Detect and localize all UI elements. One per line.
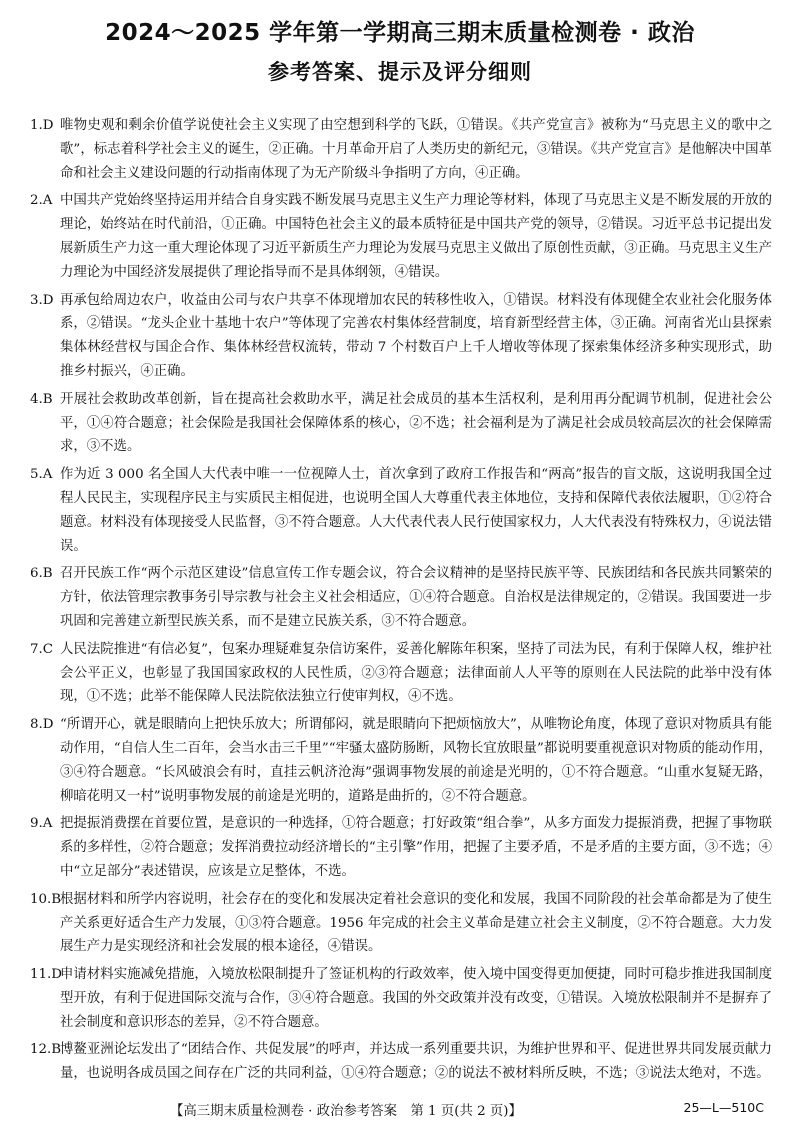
answer-item xyxy=(30,812,772,883)
answer-item xyxy=(30,388,772,459)
answer-number: 5.A xyxy=(30,467,53,483)
answer-explanation: 中国共产党始终坚持运用并结合自身实践不断发展马克思主义生产力理论等材料，体现了马克思主义是不断发展的开放的理论，始终站在时代前沿，①正确。中国特色社会主义的最本质特征是中国共产党的领导，②错误。习近平总书记提出发展新质生产力这一重大理论体现了习近平新质生产力理论为发展马克思主义做出了原创性贡献，③正确。马克思主义生产力理论为中国经济发展提供了理论指导而不是具体纲领，④错误。 xyxy=(60,193,772,280)
answer-number: 8.D xyxy=(30,717,54,733)
answer-item xyxy=(30,189,772,284)
answer-item xyxy=(30,289,772,384)
answer-list xyxy=(30,114,772,1090)
answer-explanation: 根据材料和所学内容说明，社会存在的变化和发展决定着社会意识的变化和发展，我国不同阶段的社会革命都是为了使生产关系更好适合生产力发展，①③符合题意。1956 年完成的社会主义革命是建立社会主义制度，②不符合题意。大力发展生产力是实现经济和社会发展的根本途径，④错误。 xyxy=(60,891,772,955)
answer-explanation: “所谓开心，就是眼睛向上把快乐放大；所谓郁闷，就是眼睛向下把烦恼放大”，从唯物论角度，体现了意识对物质具有能动作用，“自信人生二百年，会当水击三千里”“牢骚太盛防肠断，风物长宜放眼量”都说明要重视意识对物质的能动作用，③④符合题意。“长风破浪会有时，直挂云帆济沧海”强调事物发展的前途是光明的，①不符合题意。“山重水复疑无路，柳暗花明又一村”说明事物发展的前途是光明的，道路是曲折的，②不符合题意。 xyxy=(60,717,772,804)
answer-explanation: 人民法院推进“有信必复”，包案办理疑难复杂信访案件，妥善化解陈年积案，坚持了司法为民，有利于保障人权，维护社会公平正义，也彰显了我国国家政权的人民性质，②③符合题意；法律面前人人平等的原则在人民法院的此举中没有体现，①不选；此举不能保障人民法院依法独立行使审判权，④不选。 xyxy=(60,641,772,705)
footer-page-info: 【高三期末质量检测卷 · 政治参考答案 第 1 页(共 2 页)】 xyxy=(170,1104,522,1119)
answer-item xyxy=(30,463,772,558)
answer-item xyxy=(30,562,772,633)
answer-number: 9.A xyxy=(30,816,53,832)
answer-number: 12.B xyxy=(30,1042,62,1058)
answer-explanation: 把提振消费摆在首要位置，是意识的一种选择，①符合题意；打好政策“组合拳”，从多方面发力提振消费，把握了事物联系的多样性，②符合题意；发挥消费拉动经济增长的“主引擎”作用，把握了主要矛盾，不是矛盾的主要方面，③不选；④中“立足部分”表述错误，应该是立足整体，不选。 xyxy=(60,816,772,879)
answer-item xyxy=(30,114,772,185)
answer-number: 3.D xyxy=(30,292,54,308)
answer-item xyxy=(30,713,772,808)
answer-explanation: 申请材料实施减免措施，入境放松限制提升了签证机构的行政效率，使入境中国变得更加便捷，同时可稳步推进我国制度型开放，有利于促进国际交流与合作，③④符合题意。我国的外交政策并没有改变，①错误。入境放松限制并不是摒弃了社会制度和意识形态的差异，②不符合题意。 xyxy=(60,967,772,1030)
answer-number: 7.C xyxy=(30,641,54,657)
answer-number: 2.A xyxy=(30,193,53,209)
answer-number: 1.D xyxy=(30,118,54,133)
answer-explanation: 博鳌亚洲论坛发出了“团结合作、共促发展”的呼声，并达成一系列重要共识，为维护世界和平、促进世界共同发展贡献力量，也说明各成员国之间存在广泛的共同利益，①④符合题意；②的说法不被材料所反映，不选；③说法太绝对，不选。 xyxy=(60,1042,772,1082)
footer-paper-code: 25—L—510C xyxy=(683,1100,764,1115)
document-title: 2024～2025 学年第一学期高三期末质量检测卷 · 政治 xyxy=(105,20,695,46)
answer-number: 11.D xyxy=(30,967,63,983)
answer-explanation: 召开民族工作“两个示范区建设”信息宣传工作专题会议，符合会议精神的是坚持民族平等、民族团结和各民族共同繁荣的方针，依法管理宗教事务引导宗教与社会主义社会相适应，①④符合题意。自治权是法律规定的，②错误。我国要进一步巩固和完善建立新型民族关系，而不是建立民族关系，③不符合题意。 xyxy=(60,566,772,629)
answer-item xyxy=(30,638,772,709)
answer-explanation: 唯物史观和剩余价值学说使社会主义实现了由空想到科学的飞跃，①错误。《共产党宣言》被称为“马克思主义的歌中之歌”，标志着科学社会主义的诞生，②正确。十月革命开启了人类历史的新纪元，③错误。《共产党宣言》是他解决中国革命和社会主义建设问题的行动指南体现了为无产阶级斗争指明了方向，④正确。 xyxy=(60,118,772,181)
answer-item xyxy=(30,963,772,1034)
answer-explanation: 开展社会救助改革创新，旨在提高社会救助水平，满足社会成员的基本生活权利，是利用再分配调节机制，促进社会公平，①④符合题意；社会保险是我国社会保障体系的核心，②不选；社会福利是为了满足社会成员较高层次的社会保障需求，③不选。 xyxy=(60,391,772,455)
answer-number: 4.B xyxy=(30,391,53,407)
answer-explanation: 再承包给周边农户，收益由公司与农户共享不体现增加农民的转移性收入，①错误。材料没有体现健全农业社会化服务体系，②错误。“龙头企业十基地十农户”等体现了完善农村集体经营制度，培育新型经营主体，③正确。河南省光山县探索集体林经营权与国企合作、集体林经营权流转，带动 7 个村数百户上千人增收等体现了探索集体经济多种实现形式，助推乡村振兴，④正确。 xyxy=(60,292,772,379)
page-footer xyxy=(0,1100,800,1124)
answer-item xyxy=(30,888,772,959)
answer-number: 10.B xyxy=(30,891,62,907)
document-subtitle: 参考答案、提示及评分细则 xyxy=(268,60,532,84)
answer-explanation: 作为近 3 000 名全国人大代表中唯一一位视障人士，首次拿到了政府工作报告和“两高”报告的盲文版，这说明我国全过程人民民主，实现程序民主与实质民主相促进，也说明全国人大尊重代表主体地位，支持和保障代表依法履职，①②符合题意。材料没有体现接受人民监督，③不符合题意。人大代表代表人民行使国家权力，人大代表没有特殊权力，④说法错误。 xyxy=(60,467,772,554)
answer-item xyxy=(30,1038,772,1086)
answer-number: 6.B xyxy=(30,566,53,582)
